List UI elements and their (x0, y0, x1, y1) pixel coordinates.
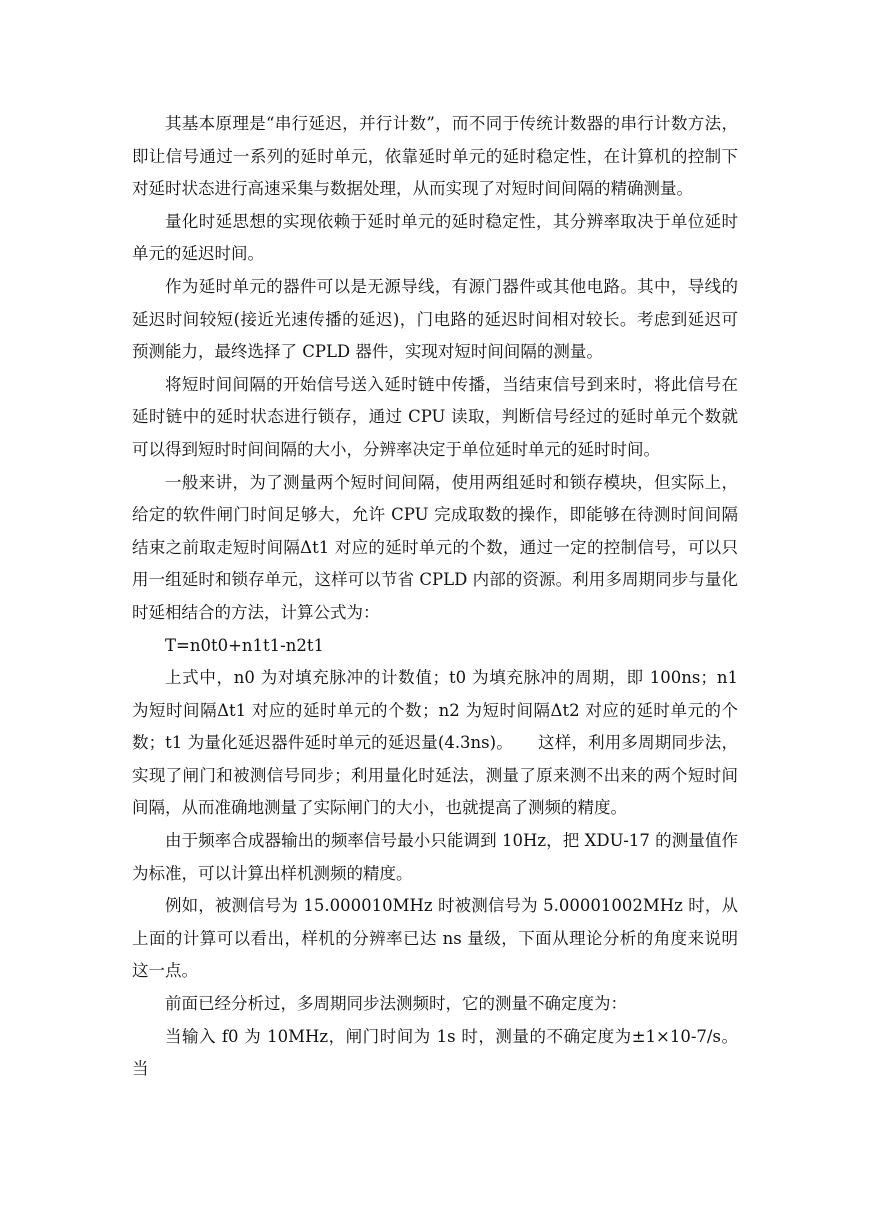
paragraph: 量化时延思想的实现依赖于延时单元的延时稳定性，其分辨率取决于单位延时单元的延迟时间。 (132, 211, 738, 264)
paragraph: 例如，被测信号为 15.000010MHz 时被测信号为 5.00001002MHz 时，从上面的计算可以看出，样机的分辨率已达 ns 量级，下面从理论分析的角度来说明这一点。 (132, 896, 738, 981)
paragraph: 由于频率合成器输出的频率信号最小只能调到 10Hz，把 XDU-17 的测量值作为标准，可以计算出样机测频的精度。 (132, 831, 738, 883)
document-body (132, 108, 738, 1086)
paragraph: 当输入 f0 为 10MHz，闸门时间为 1s 时，测量的不确定度为±1×10-7/s。当 (132, 1026, 738, 1079)
paragraph: 将短时间间隔的开始信号送入延时链中传播，当结束信号到来时，将此信号在延时链中的延时状态进行锁存，通过 CPU 读取，判断信号经过的延时单元个数就可以得到短时时间间隔的大小，分辨率决定于单位延时单元的延时时间。 (132, 374, 738, 459)
formula: T=n0t0+n1t1-n2t1 (165, 635, 324, 655)
paragraph: 一般来讲，为了测量两个短时间间隔，使用两组延时和锁存模块，但实际上，给定的软件闸门时间足够大，允许 CPU 完成取数的操作，即能够在待测时间间隔结束之前取走短时间隔Δt1 对应的延时单元的个数，通过一定的控制信号，可以只用一组延时和锁存单元，这样可以节省 CPLD 内部的资源。利用多周期同步与量化时延相结合的方法，计算公式为： (132, 472, 738, 622)
paragraph: 前面已经分析过，多周期同步法测频时，它的测量不确定度为： (165, 994, 627, 1014)
paragraph: 作为延时单元的器件可以是无源导线，有源门器件或其他电路。其中，导线的延迟时间较短(接近光速传播的延迟)，门电路的延迟时间相对较长。考虑到延迟可预测能力，最终选择了 CPLD 器件，实现对短时间间隔的测量。 (132, 276, 738, 362)
paragraph: 其基本原理是“串行延迟，并行计数”，而不同于传统计数器的串行计数方法，即让信号通过一系列的延时单元，依靠延时单元的延时稳定性，在计算机的控制下对延时状态进行高速采集与数据处理，从而实现了对短时间间隔的精确测量。 (132, 114, 738, 199)
paragraph: 上式中，n0 为对填充脉冲的计数值；t0 为填充脉冲的周期，即 100ns；n1 为短时间隔Δt1 对应的延时单元的个数；n2 为短时间隔Δt2 对应的延时单元的个数；t1 为量化延迟器件延时单元的延迟量(4.3ns)。 这样，利用多周期同步法，实现了闸门和被测信号同步；利用量化时延法，测量了原来测不出来的两个短时间间隔，从而准确地测量了实际闸门的大小，也就提高了测频的精度。 (132, 668, 738, 818)
